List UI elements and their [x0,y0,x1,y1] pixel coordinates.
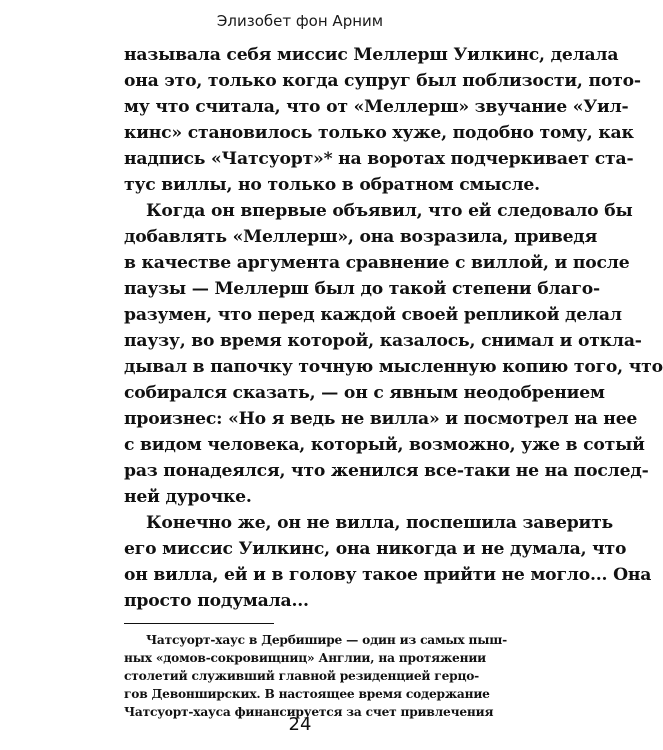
text-line: паузу, во время которой, казалось, снимал и откла- [124,331,642,351]
text-line: паузы — Меллерш был до такой степени благо- [124,279,600,299]
text-line: Конечно же, он не вилла, поспешила заверить [146,513,613,533]
text-line: добавлять «Меллерш», она возразила, приведя [124,227,598,247]
text-line: в качестве аргумента сравнение с виллой, и после [124,253,630,273]
text-line: с видом человека, который, возможно, уже в сотый [124,435,645,455]
text-line: дывал в папочку точную мысленную копию того, что [124,357,663,377]
running-header: Элизобет фон Арним [216,12,384,30]
footnote-line: гов Девонширских. В настоящее время содержание [124,687,490,701]
text-line: она это, только когда супруг был поблизости, пото- [124,71,641,91]
text-line: раз понадеялся, что женился все-таки не на послед- [124,461,649,481]
text-line: ней дурочке. [124,487,252,507]
text-line: кинс» становилось только хуже, подобно тому, как [124,123,634,143]
text-line: Когда он впервые объявил, что ей следовало бы [146,201,633,221]
footnote-line: Чатсуорт-хауса финансируется за счет привлечения [124,705,494,719]
text-line: собирался сказать, — он с явным неодобрением [124,383,605,403]
footnote-rule [124,623,274,624]
text-line: надпись «Чатсуорт»* на воротах подчеркивает ста- [124,149,634,169]
text-line: он вилла, ей и в голову такое прийти не могло... Она [124,565,652,585]
text-line: му что считала, что от «Меллерш» звучание «Уил- [124,97,629,117]
text-line: тус виллы, но только в обратном смысле. [124,175,540,195]
text-line: просто подумала... [124,591,309,611]
footnote-line: столетий служивший главной резиденцией герцо- [124,669,480,683]
footnote-line: Чатсуорт-хаус в Дербишире — один из самых пыш- [146,633,508,647]
text-line: разумен, что перед каждой своей репликой делал [124,305,622,325]
footnote-line: ных «домов-сокровищниц» Англии, на протяжении [124,651,486,665]
page-number: 24 [288,714,312,735]
text-line: его миссис Уилкинс, она никогда и не думала, что [124,539,627,559]
text-line: называла себя миссис Меллерш Уилкинс, делала [124,45,619,65]
text-line: произнес: «Но я ведь не вилла» и посмотрел на нее [124,409,638,429]
